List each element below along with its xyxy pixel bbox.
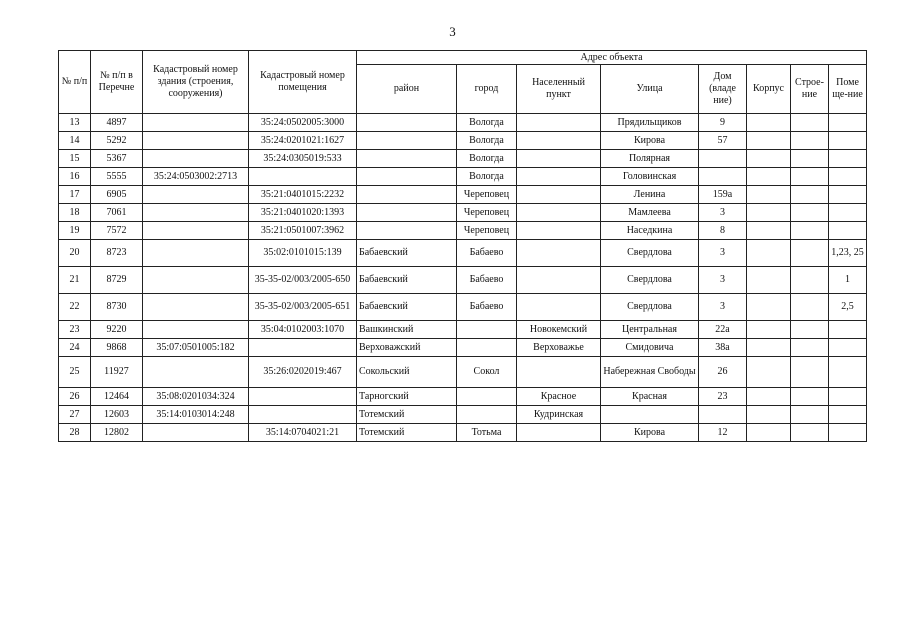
cell-locality: Кудринская xyxy=(517,406,601,424)
cell-house: 23 xyxy=(699,388,747,406)
cell-cad-premise: 35:24:0305019:533 xyxy=(249,150,357,168)
cell-house: 159а xyxy=(699,186,747,204)
cell-building xyxy=(791,406,829,424)
cell-premise xyxy=(829,406,867,424)
cell-street: Красная xyxy=(601,388,699,406)
cell-city xyxy=(457,406,517,424)
cell-street: Ленина xyxy=(601,186,699,204)
cell-district xyxy=(357,132,457,150)
cell-locality: Верховажье xyxy=(517,339,601,357)
header-street: Улица xyxy=(601,65,699,114)
cell-district xyxy=(357,204,457,222)
cell-locality xyxy=(517,222,601,240)
cell-district xyxy=(357,168,457,186)
cell-premise xyxy=(829,204,867,222)
table-body xyxy=(59,114,867,442)
cell-cad-premise: 35:14:0704021:21 xyxy=(249,424,357,442)
cell-building xyxy=(791,321,829,339)
cell-num: 15 xyxy=(59,150,91,168)
cell-house xyxy=(699,406,747,424)
cell-korpus xyxy=(747,406,791,424)
cell-korpus xyxy=(747,132,791,150)
cell-cad-premise: 35:24:0502005:3000 xyxy=(249,114,357,132)
cell-locality: Красное xyxy=(517,388,601,406)
cell-premise xyxy=(829,357,867,388)
header-cad-premise: Кадастровый номер помещения xyxy=(249,51,357,114)
cell-cad-building xyxy=(143,321,249,339)
cell-list-num: 12464 xyxy=(91,388,143,406)
cell-korpus xyxy=(747,240,791,267)
cell-cad-premise xyxy=(249,339,357,357)
cell-locality xyxy=(517,132,601,150)
cell-district: Бабаевский xyxy=(357,240,457,267)
cell-district: Вашкинский xyxy=(357,321,457,339)
cell-num: 27 xyxy=(59,406,91,424)
cell-premise xyxy=(829,186,867,204)
cell-street: Кирова xyxy=(601,424,699,442)
cell-num: 28 xyxy=(59,424,91,442)
cell-building xyxy=(791,388,829,406)
cell-locality xyxy=(517,357,601,388)
cell-cad-building xyxy=(143,114,249,132)
cell-num: 22 xyxy=(59,294,91,321)
cell-locality xyxy=(517,168,601,186)
header-korpus: Корпус xyxy=(747,65,791,114)
cell-premise xyxy=(829,222,867,240)
cell-building xyxy=(791,357,829,388)
cell-num: 23 xyxy=(59,321,91,339)
cell-street: Наседкина xyxy=(601,222,699,240)
cell-korpus xyxy=(747,168,791,186)
cell-city: Вологда xyxy=(457,168,517,186)
cell-cad-premise: 35:21:0401020:1393 xyxy=(249,204,357,222)
header-locality: Населенный пункт xyxy=(517,65,601,114)
cell-locality xyxy=(517,424,601,442)
cell-korpus xyxy=(747,388,791,406)
cell-house: 8 xyxy=(699,222,747,240)
header-premise: Поме ще-ние xyxy=(829,65,867,114)
cell-num: 24 xyxy=(59,339,91,357)
cell-city: Вологда xyxy=(457,150,517,168)
table-row xyxy=(59,357,867,388)
cell-num: 20 xyxy=(59,240,91,267)
cell-district: Сокольский xyxy=(357,357,457,388)
cell-list-num: 12603 xyxy=(91,406,143,424)
table-header xyxy=(59,51,867,114)
cell-list-num: 12802 xyxy=(91,424,143,442)
cell-house xyxy=(699,150,747,168)
cell-korpus xyxy=(747,339,791,357)
cell-building xyxy=(791,168,829,186)
table-row xyxy=(59,267,867,294)
cell-cad-building: 35:08:0201034:324 xyxy=(143,388,249,406)
cell-house: 3 xyxy=(699,240,747,267)
cell-locality: Новокемский xyxy=(517,321,601,339)
cell-house: 57 xyxy=(699,132,747,150)
cell-house: 38а xyxy=(699,339,747,357)
cell-city xyxy=(457,321,517,339)
cell-house xyxy=(699,168,747,186)
cell-cad-building xyxy=(143,294,249,321)
cell-korpus xyxy=(747,267,791,294)
cell-district xyxy=(357,114,457,132)
cell-list-num: 9220 xyxy=(91,321,143,339)
cell-list-num: 5292 xyxy=(91,132,143,150)
cell-street: Центральная xyxy=(601,321,699,339)
cell-list-num: 8729 xyxy=(91,267,143,294)
header-cad-building: Кадастровый номер здания (строения, сооружения) xyxy=(143,51,249,114)
cell-street: Полярная xyxy=(601,150,699,168)
cell-premise xyxy=(829,114,867,132)
header-building: Строе-ние xyxy=(791,65,829,114)
cell-locality xyxy=(517,150,601,168)
cell-cad-premise xyxy=(249,388,357,406)
cell-korpus xyxy=(747,294,791,321)
cell-street: Свердлова xyxy=(601,294,699,321)
cell-district xyxy=(357,186,457,204)
cell-korpus xyxy=(747,222,791,240)
cell-cad-building xyxy=(143,424,249,442)
cell-list-num: 5367 xyxy=(91,150,143,168)
cell-city: Вологда xyxy=(457,114,517,132)
cell-num: 21 xyxy=(59,267,91,294)
table-row xyxy=(59,240,867,267)
table-row xyxy=(59,406,867,424)
cell-cad-building: 35:14:0103014:248 xyxy=(143,406,249,424)
cell-locality xyxy=(517,204,601,222)
cell-building xyxy=(791,186,829,204)
header-list-num: № п/п в Перечне xyxy=(91,51,143,114)
cell-premise xyxy=(829,321,867,339)
cell-district: Верховажский xyxy=(357,339,457,357)
cell-cad-premise: 35:04:0102003:1070 xyxy=(249,321,357,339)
cell-district: Бабаевский xyxy=(357,294,457,321)
cell-building xyxy=(791,294,829,321)
cell-num: 26 xyxy=(59,388,91,406)
cell-korpus xyxy=(747,204,791,222)
table-row xyxy=(59,321,867,339)
cell-list-num: 8723 xyxy=(91,240,143,267)
table-row xyxy=(59,114,867,132)
cell-list-num: 5555 xyxy=(91,168,143,186)
cell-street: Прядильщиков xyxy=(601,114,699,132)
cell-list-num: 7572 xyxy=(91,222,143,240)
cell-district: Тотемский xyxy=(357,406,457,424)
table-row xyxy=(59,168,867,186)
property-registry-table xyxy=(58,50,867,442)
cell-street: Свердлова xyxy=(601,240,699,267)
cell-city: Тотьма xyxy=(457,424,517,442)
cell-premise xyxy=(829,339,867,357)
cell-city: Бабаево xyxy=(457,294,517,321)
cell-locality xyxy=(517,240,601,267)
cell-street: Смидовича xyxy=(601,339,699,357)
header-house: Дом (владе ние) xyxy=(699,65,747,114)
cell-house: 3 xyxy=(699,267,747,294)
cell-num: 13 xyxy=(59,114,91,132)
table-row xyxy=(59,294,867,321)
header-city: город xyxy=(457,65,517,114)
table-row xyxy=(59,339,867,357)
table-row xyxy=(59,132,867,150)
cell-building xyxy=(791,339,829,357)
cell-city: Бабаево xyxy=(457,240,517,267)
table-row xyxy=(59,424,867,442)
cell-premise xyxy=(829,388,867,406)
cell-cad-premise: 35-35-02/003/2005-650 xyxy=(249,267,357,294)
cell-building xyxy=(791,267,829,294)
cell-num: 19 xyxy=(59,222,91,240)
cell-cad-building xyxy=(143,240,249,267)
cell-list-num: 8730 xyxy=(91,294,143,321)
cell-city: Череповец xyxy=(457,222,517,240)
cell-cad-building xyxy=(143,204,249,222)
cell-street: Набережная Свободы xyxy=(601,357,699,388)
cell-cad-premise: 35-35-02/003/2005-651 xyxy=(249,294,357,321)
cell-list-num: 7061 xyxy=(91,204,143,222)
cell-korpus xyxy=(747,357,791,388)
cell-korpus xyxy=(747,114,791,132)
cell-korpus xyxy=(747,186,791,204)
cell-premise xyxy=(829,150,867,168)
cell-cad-building xyxy=(143,267,249,294)
cell-cad-building xyxy=(143,222,249,240)
cell-premise xyxy=(829,168,867,186)
page-number: 3 xyxy=(449,24,456,39)
cell-district xyxy=(357,222,457,240)
cell-cad-premise xyxy=(249,168,357,186)
cell-district: Тотемский xyxy=(357,424,457,442)
cell-num: 18 xyxy=(59,204,91,222)
cell-district: Тарногский xyxy=(357,388,457,406)
cell-house: 26 xyxy=(699,357,747,388)
header-district: район xyxy=(357,65,457,114)
cell-street: Кирова xyxy=(601,132,699,150)
cell-street: Головинская xyxy=(601,168,699,186)
table-row xyxy=(59,150,867,168)
cell-list-num: 9868 xyxy=(91,339,143,357)
cell-cad-building xyxy=(143,357,249,388)
cell-cad-building: 35:07:0501005:182 xyxy=(143,339,249,357)
cell-locality xyxy=(517,114,601,132)
cell-building xyxy=(791,424,829,442)
table-row xyxy=(59,204,867,222)
cell-cad-building xyxy=(143,150,249,168)
cell-street xyxy=(601,406,699,424)
cell-house: 3 xyxy=(699,294,747,321)
cell-list-num: 4897 xyxy=(91,114,143,132)
cell-building xyxy=(791,204,829,222)
cell-city: Череповец xyxy=(457,204,517,222)
cell-cad-building xyxy=(143,132,249,150)
cell-num: 14 xyxy=(59,132,91,150)
cell-cad-building: 35:24:0503002:2713 xyxy=(143,168,249,186)
cell-num: 17 xyxy=(59,186,91,204)
header-num: № п/п xyxy=(59,51,91,114)
cell-korpus xyxy=(747,321,791,339)
cell-premise: 1,23, 25 xyxy=(829,240,867,267)
cell-street: Мамлеева xyxy=(601,204,699,222)
cell-building xyxy=(791,150,829,168)
cell-city: Вологда xyxy=(457,132,517,150)
cell-korpus xyxy=(747,150,791,168)
cell-house: 12 xyxy=(699,424,747,442)
cell-premise xyxy=(829,132,867,150)
table-row xyxy=(59,388,867,406)
cell-list-num: 11927 xyxy=(91,357,143,388)
cell-street: Свердлова xyxy=(601,267,699,294)
cell-cad-premise xyxy=(249,406,357,424)
cell-city: Череповец xyxy=(457,186,517,204)
cell-city: Сокол xyxy=(457,357,517,388)
cell-city xyxy=(457,388,517,406)
table-row xyxy=(59,222,867,240)
cell-premise: 1 xyxy=(829,267,867,294)
cell-building xyxy=(791,114,829,132)
cell-list-num: 6905 xyxy=(91,186,143,204)
cell-locality xyxy=(517,186,601,204)
cell-house: 22а xyxy=(699,321,747,339)
cell-building xyxy=(791,240,829,267)
cell-num: 16 xyxy=(59,168,91,186)
cell-cad-premise: 35:21:0501007:3962 xyxy=(249,222,357,240)
cell-district xyxy=(357,150,457,168)
cell-cad-premise: 35:26:0202019:467 xyxy=(249,357,357,388)
cell-locality xyxy=(517,267,601,294)
cell-premise xyxy=(829,424,867,442)
cell-premise: 2,5 xyxy=(829,294,867,321)
cell-cad-premise: 35:21:0401015:2232 xyxy=(249,186,357,204)
cell-city: Бабаево xyxy=(457,267,517,294)
cell-city xyxy=(457,339,517,357)
cell-cad-building xyxy=(143,186,249,204)
header-address-group: Адрес объекта xyxy=(357,51,867,65)
cell-locality xyxy=(517,294,601,321)
table-row xyxy=(59,186,867,204)
cell-district: Бабаевский xyxy=(357,267,457,294)
cell-cad-premise: 35:24:0201021:1627 xyxy=(249,132,357,150)
cell-cad-premise: 35:02:0101015:139 xyxy=(249,240,357,267)
cell-house: 9 xyxy=(699,114,747,132)
cell-korpus xyxy=(747,424,791,442)
cell-building xyxy=(791,222,829,240)
cell-house: 3 xyxy=(699,204,747,222)
cell-num: 25 xyxy=(59,357,91,388)
cell-building xyxy=(791,132,829,150)
